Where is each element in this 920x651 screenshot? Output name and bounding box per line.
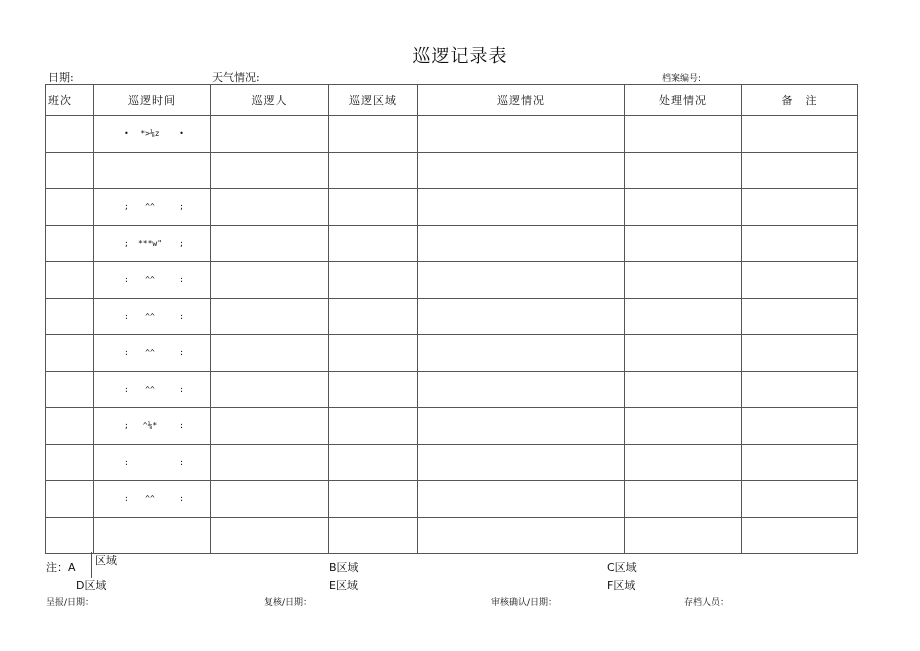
handling-cell[interactable] [625,298,742,335]
date-label: 日期: [48,71,74,84]
table-row [46,225,858,262]
time-mark-mid: ***w" [137,238,163,248]
situation-cell[interactable] [418,444,625,481]
handling-cell[interactable] [625,371,742,408]
header-patrol-area: 巡逻区域 [329,85,418,116]
note-area-a: 区域 [91,552,117,578]
remarks-cell[interactable] [742,335,858,372]
table-row [46,189,858,226]
situation-cell[interactable] [418,481,625,518]
table-row [46,481,858,518]
time-mark-left: : [124,494,129,504]
time-mark-right: : [179,494,184,504]
table-header-row [46,85,858,116]
time-cell[interactable] [94,335,211,372]
header-shift: 班次 [46,85,94,116]
time-mark-left: : [124,311,129,321]
handling-cell[interactable] [625,481,742,518]
shift-cell[interactable] [46,481,94,518]
area-cell[interactable] [329,517,418,554]
person-cell[interactable] [211,298,329,335]
table-row [46,408,858,445]
time-mark-left: : [124,348,129,358]
time-mark-right: : [179,348,184,358]
time-mark-mid: ^^ [145,384,155,394]
table-row [46,371,858,408]
time-mark-right: : [179,275,184,285]
time-mark-right: : [179,384,184,394]
remarks-cell[interactable] [742,371,858,408]
table-row [46,298,858,335]
situation-cell[interactable] [418,152,625,189]
time-cell[interactable] [94,189,211,226]
person-cell[interactable] [211,444,329,481]
area-cell[interactable] [329,262,418,299]
area-cell[interactable] [329,116,418,153]
remarks-cell[interactable] [742,298,858,335]
time-mark-mid: *>⅛z [140,129,160,139]
table-row [46,335,858,372]
shift-cell[interactable] [46,262,94,299]
table-row [46,116,858,153]
remarks-cell[interactable] [742,225,858,262]
time-cell[interactable] [94,408,211,445]
remarks-cell[interactable] [742,481,858,518]
header-handling: 处理情况 [625,85,742,116]
time-mark-left: ; [124,202,129,212]
time-mark-left: • [124,129,129,139]
archive-number-label: 档案编号: [662,74,702,84]
shift-cell[interactable] [46,517,94,554]
time-cell[interactable] [94,444,211,481]
time-mark-left: : [124,457,129,467]
person-cell[interactable] [211,371,329,408]
time-mark-mid: ^^ [145,494,155,504]
situation-cell[interactable] [418,335,625,372]
notes-prefix: 注：A [46,561,76,574]
time-cell[interactable] [94,298,211,335]
area-cell[interactable] [329,408,418,445]
time-cell[interactable] [94,371,211,408]
note-area-c: C区域 [607,561,637,574]
shift-cell[interactable] [46,116,94,153]
table-row [46,517,858,554]
patrol-log-table [45,84,858,554]
time-cell[interactable] [94,262,211,299]
area-cell[interactable] [329,152,418,189]
time-cell[interactable] [94,152,211,189]
time-mark-right: : [179,457,184,467]
time-mark-right: : [179,311,184,321]
situation-cell[interactable] [418,225,625,262]
header-patrol-situation: 巡逻情况 [418,85,625,116]
page-title: 巡逻记录表 [412,46,508,67]
shift-cell[interactable] [46,225,94,262]
shift-cell[interactable] [46,298,94,335]
person-cell[interactable] [211,116,329,153]
time-mark-mid: ^^ [145,311,155,321]
time-cell[interactable] [94,517,211,554]
time-mark-left: ; [124,421,129,431]
note-area-e: E区域 [329,579,358,592]
weather-label: 天气情况: [212,71,260,84]
shift-cell[interactable] [46,371,94,408]
time-mark-left: ; [124,238,129,248]
situation-cell[interactable] [418,116,625,153]
time-mark-right: : [179,421,184,431]
situation-cell[interactable] [418,262,625,299]
situation-cell[interactable] [418,408,625,445]
area-cell[interactable] [329,371,418,408]
time-mark-mid: ^⅛* [142,421,158,431]
time-mark-left: : [124,384,129,394]
person-cell[interactable] [211,189,329,226]
handling-cell[interactable] [625,517,742,554]
person-cell[interactable] [211,152,329,189]
person-cell[interactable] [211,225,329,262]
shift-cell[interactable] [46,408,94,445]
handling-cell[interactable] [625,262,742,299]
header-patrol-time: 巡逻时间 [94,85,211,116]
area-cell[interactable] [329,189,418,226]
table-row [46,444,858,481]
time-cell[interactable] [94,481,211,518]
person-cell[interactable] [211,408,329,445]
signature-review-label: 复核/日期： [264,598,313,608]
time-mark-right: ; [179,202,184,212]
time-mark-left: : [124,275,129,285]
remarks-cell[interactable] [742,262,858,299]
area-cell[interactable] [329,481,418,518]
time-mark-mid: ^^ [145,202,155,212]
handling-cell[interactable] [625,408,742,445]
shift-cell[interactable] [46,189,94,226]
note-area-b: B区域 [329,561,359,574]
remarks-cell[interactable] [742,444,858,481]
handling-cell[interactable] [625,335,742,372]
handling-cell[interactable] [625,116,742,153]
situation-cell[interactable] [418,517,625,554]
area-cell[interactable] [329,444,418,481]
area-cell[interactable] [329,225,418,262]
signature-report-label: 呈报/日期： [46,598,95,608]
person-cell[interactable] [211,481,329,518]
header-patrol-person: 巡逻人 [211,85,329,116]
time-mark-mid: ^^ [145,275,155,285]
remarks-cell[interactable] [742,408,858,445]
signature-archive-label: 存档人员： [684,598,730,608]
remarks-cell[interactable] [742,189,858,226]
time-cell[interactable] [94,116,211,153]
handling-cell[interactable] [625,444,742,481]
signature-confirm-label: 审核确认/日期： [491,598,558,608]
person-cell[interactable] [211,517,329,554]
shift-cell[interactable] [46,335,94,372]
situation-cell[interactable] [418,189,625,226]
handling-cell[interactable] [625,225,742,262]
situation-cell[interactable] [418,298,625,335]
situation-cell[interactable] [418,371,625,408]
shift-cell[interactable] [46,444,94,481]
handling-cell[interactable] [625,189,742,226]
table-row [46,152,858,189]
remarks-cell[interactable] [742,152,858,189]
area-cell[interactable] [329,335,418,372]
note-area-f: F区域 [607,579,636,592]
note-area-d: D区域 [76,579,107,592]
time-mark-mid: ^^ [145,348,155,358]
table-row [46,262,858,299]
handling-cell[interactable] [625,152,742,189]
area-cell[interactable] [329,298,418,335]
header-remarks: 备 注 [742,85,858,116]
time-mark-right: ; [179,238,184,248]
remarks-cell[interactable] [742,517,858,554]
time-cell[interactable] [94,225,211,262]
person-cell[interactable] [211,262,329,299]
remarks-cell[interactable] [742,116,858,153]
person-cell[interactable] [211,335,329,372]
shift-cell[interactable] [46,152,94,189]
time-mark-right: • [179,129,184,139]
